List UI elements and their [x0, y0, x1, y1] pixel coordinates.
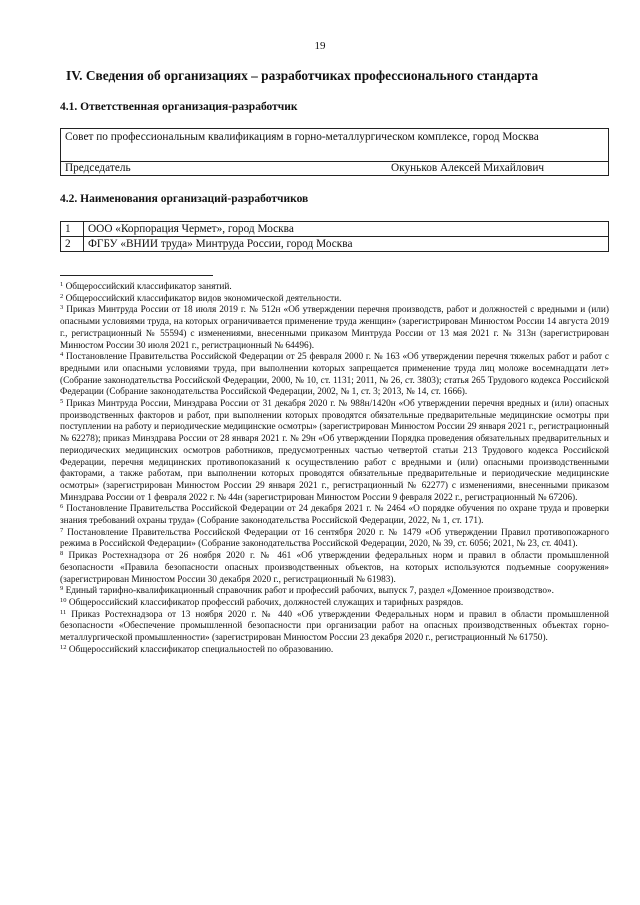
organization-name: ООО «Корпорация Чермет», город Москва: [84, 222, 609, 237]
footnotes: [60, 282, 609, 657]
footnote: [60, 598, 609, 610]
developer-orgs-table: [60, 221, 609, 252]
footnote: [60, 586, 609, 598]
footnote: [60, 645, 609, 657]
footnote-text: Приказ Ростехнадзора от 26 ноября 2020 г. № 461 «Об утверждении федеральных норм и правил в области промышленной безопасности «Правила безопасности опасных производственных объектов, на которых используются подъемные сооружения» (зарегистрирован Минюстом России 30 декабря 2020 г., регистрационный № 61983).: [60, 551, 609, 585]
signatory-name: Окуньков Алексей Михайлович: [391, 162, 545, 174]
footnote: [60, 610, 609, 645]
footnote-text: Приказ Минтруда России от 18 июля 2019 г. № 512н «Об утверждении перечня производств, работ и должностей с вредными и (или) опасными условиями труда, на которых ограничивается применение труда женщин» (зарегистрирован Минюстом России 14 августа 2019 г., регистрационный № 55594) с изменениями, внесенными приказом Минтруда России от 13 мая 2021 г. № 313н (зарегистрирован Минюстом России 30 июля 2021 г., регистрационный № 64496).: [60, 305, 609, 351]
footnote-number: 7: [60, 526, 64, 534]
footnote-number: 3: [60, 304, 64, 312]
footnote-text: Единый тарифно-квалификационный справочник работ и профессий рабочих, выпуск 7, раздел «Доменное производство».: [65, 586, 554, 597]
footnote-number: 9: [60, 585, 64, 593]
developer-orgs-title: 4.2. Наименования организаций-разработчиков: [60, 193, 309, 205]
signatory-position: Председатель: [65, 162, 131, 174]
footnote-text: Приказ Ростехнадзора от 13 ноября 2020 г. № 440 «Об утверждении Федеральных норм и правил в области промышленной безопасности «Обеспечение промышленной безопасности при организации работ на опасных производственных объектах горно-металлургической промышленности» (зарегистрирован Минюстом России 23 декабря 2020 г., регистрационный № 61750).: [60, 609, 609, 644]
footnote-number: 1: [60, 281, 64, 288]
responsible-org-box: [60, 128, 609, 176]
footnote-number: 6: [60, 503, 64, 511]
page-number: 19: [314, 40, 326, 52]
footnote: [60, 282, 609, 294]
responsible-org-title: 4.1. Ответственная организация-разработчик: [60, 101, 298, 113]
footnote-text: Общероссийский классификатор занятий.: [65, 282, 232, 292]
footnote: [60, 352, 609, 399]
footnote-text: Общероссийский классификатор видов экономической деятельности.: [65, 293, 342, 304]
footnote: [60, 399, 609, 504]
footnote: [60, 551, 609, 586]
footnote-text: Общероссийский классификатор профессий рабочих, должностей служащих и тарифных разрядов.: [68, 597, 464, 608]
footnote-number: 2: [60, 292, 64, 300]
footnote-number: 8: [60, 550, 64, 558]
footnote: [60, 504, 609, 527]
footnote: [60, 528, 609, 551]
footnote-number: 4: [60, 351, 64, 359]
row-number: 2: [61, 237, 84, 252]
footnote-text: Приказ Минтруда России, Минздрава России от 31 декабря 2020 г. № 988н/1420н «Об утверждении перечня вредных и (или) опасных производственных факторов и работ, при выполнении которых проводятся обязательные предварительные медицинские осмотры при поступлении на работу и периодические медицинские осмотры» (зарегистрирован Минюстом России 29 января 2021 г., регистрационный № 62278); приказ Минздрава России от 28 января 2021 г. № 29н «Об утверждении Порядка проведения обязательных предварительных и периодических медицинских осмотров работников, предусмотренных частью четвертой статьи 213 Трудового кодекса Российской Федерации, перечня медицинских противопоказаний к осуществлению работ с вредными и (или) опасными производственными факторами, а также работам, при выполнении которых проводятся обязательные предварительные и периодические медицинские осмотры» (зарегистрирован Минюстом России 29 января 2021 г., регистрационный № 62277) с изменениями, внесенными приказом Минздрава России от 1 февраля 2022 г. № 44н (зарегистрирован Минюстом России 9 февраля 2022 г., регистрационный № 67206).: [60, 399, 609, 503]
footnote-number: 10: [60, 596, 67, 604]
responsible-signatory-row: [61, 161, 608, 176]
table-row: [61, 237, 609, 252]
row-number: 1: [61, 222, 84, 237]
footnote: [60, 305, 609, 352]
footnote-number: 5: [60, 398, 64, 406]
section-title: IV. Сведения об организациях – разработчиках профессионального стандарта: [66, 68, 539, 83]
footnote-text: Постановление Правительства Российской Федерации от 25 февраля 2000 г. № 163 «Об утверждении перечня тяжелых работ и работ с вредными или опасными условиями труда, при выполнении которых запрещается применение труда лиц моложе восемнадцати лет» (Собрание законодательства Российской Федерации, 2000, № 10, ст. 1131; 2011, № 26, ст. 3803); статья 265 Трудового кодекса Российской Федерации (Собрание законодательства Российской Федерации, 2002, № 1, ст. 3; 2013, № 14, ст. 1666).: [60, 352, 609, 398]
table-row: [61, 222, 609, 237]
organization-name: ФГБУ «ВНИИ труда» Минтруда России, город Москва: [84, 237, 609, 252]
footnote: [60, 294, 609, 306]
footnote-number: 11: [60, 608, 67, 616]
footnote-divider: [60, 275, 213, 276]
responsible-org-name: Совет по профессиональным квалификациям в горно-металлургическом комплексе, город Москва: [65, 131, 539, 143]
footnote-text: Общероссийский классификатор специальностей по образованию.: [68, 644, 334, 655]
footnote-number: 12: [60, 643, 67, 651]
footnote-text: Постановление Правительства Российской Федерации от 24 декабря 2021 г. № 2464 «О порядке обучения по охране труда и проверки знания требований охраны труда» (Собрание законодательства Российской Федерации, 2022, № 1, ст. 171).: [60, 504, 609, 527]
footnote-text: Постановление Правительства Российской Федерации от 16 сентября 2020 г. № 1479 «Об утверждении Правил противопожарного режима в Российской Федерации» (Собрание законодательства Российской Федерации, 2020, № 39, ст. 6056; 2021, № 23, ст. 4041).: [60, 527, 609, 550]
